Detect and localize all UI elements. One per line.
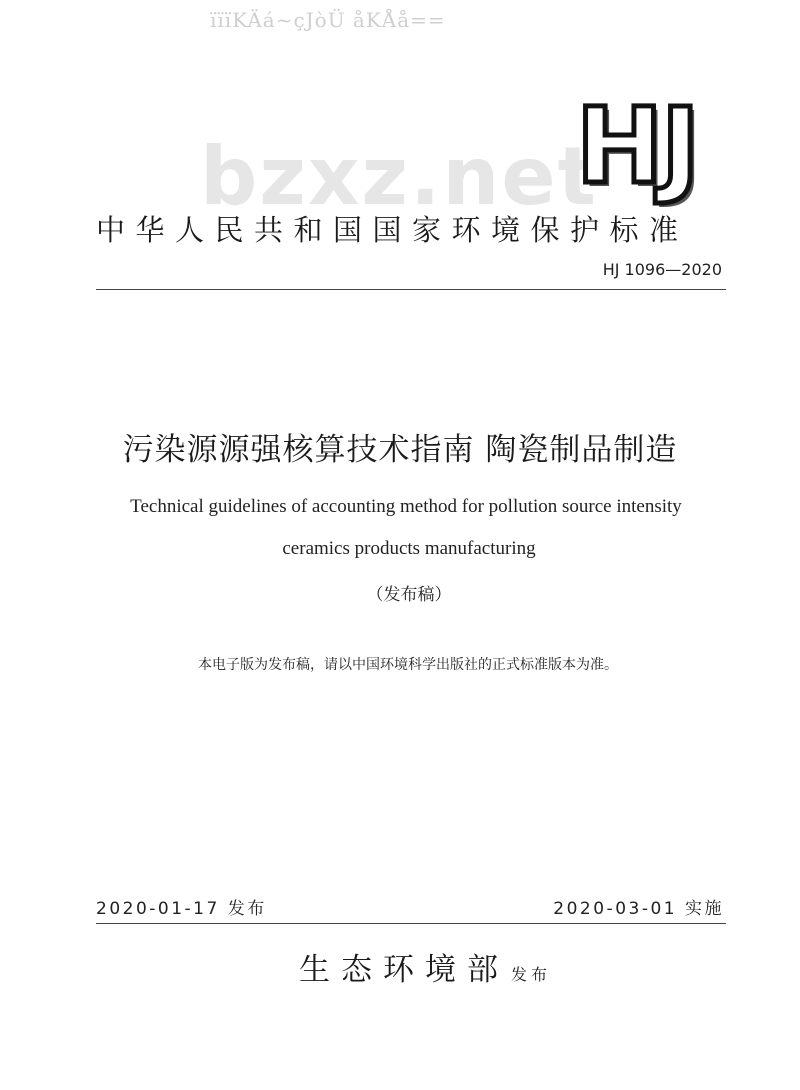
organization-title: 中华人民共和国国家环境保护标准: [96, 213, 689, 247]
header-garbled-text: ïïïKÄá~çJòÜ åKÅå==: [210, 8, 446, 32]
top-divider: [96, 289, 726, 290]
issuer-suffix: 发布: [510, 965, 551, 984]
watermark: bzxz.net: [200, 130, 598, 223]
bottom-divider: [96, 923, 726, 924]
issuer-name: 生态环境部: [298, 952, 509, 988]
issuer-line: [0, 944, 800, 989]
draft-label: （发布稿）: [366, 585, 452, 605]
document-title-en-line1: Technical guidelines of accounting method for pollution source intensity: [130, 496, 682, 517]
document-title-en-line2: ceramics products manufacturing: [282, 538, 536, 559]
publish-date: 2020-01-17 发布: [96, 899, 267, 919]
edition-notice: 本电子版为发布稿，请以中国环境科学出版社的正式标准版本为准。: [198, 657, 618, 673]
hj-logo: HJ: [576, 85, 698, 207]
implementation-date: 2020-03-01 实施: [553, 899, 724, 919]
standard-number: HJ 1096—2020: [602, 260, 722, 279]
document-title-cn: 污染源源强核算技术指南 陶瓷制品制造: [122, 432, 678, 468]
